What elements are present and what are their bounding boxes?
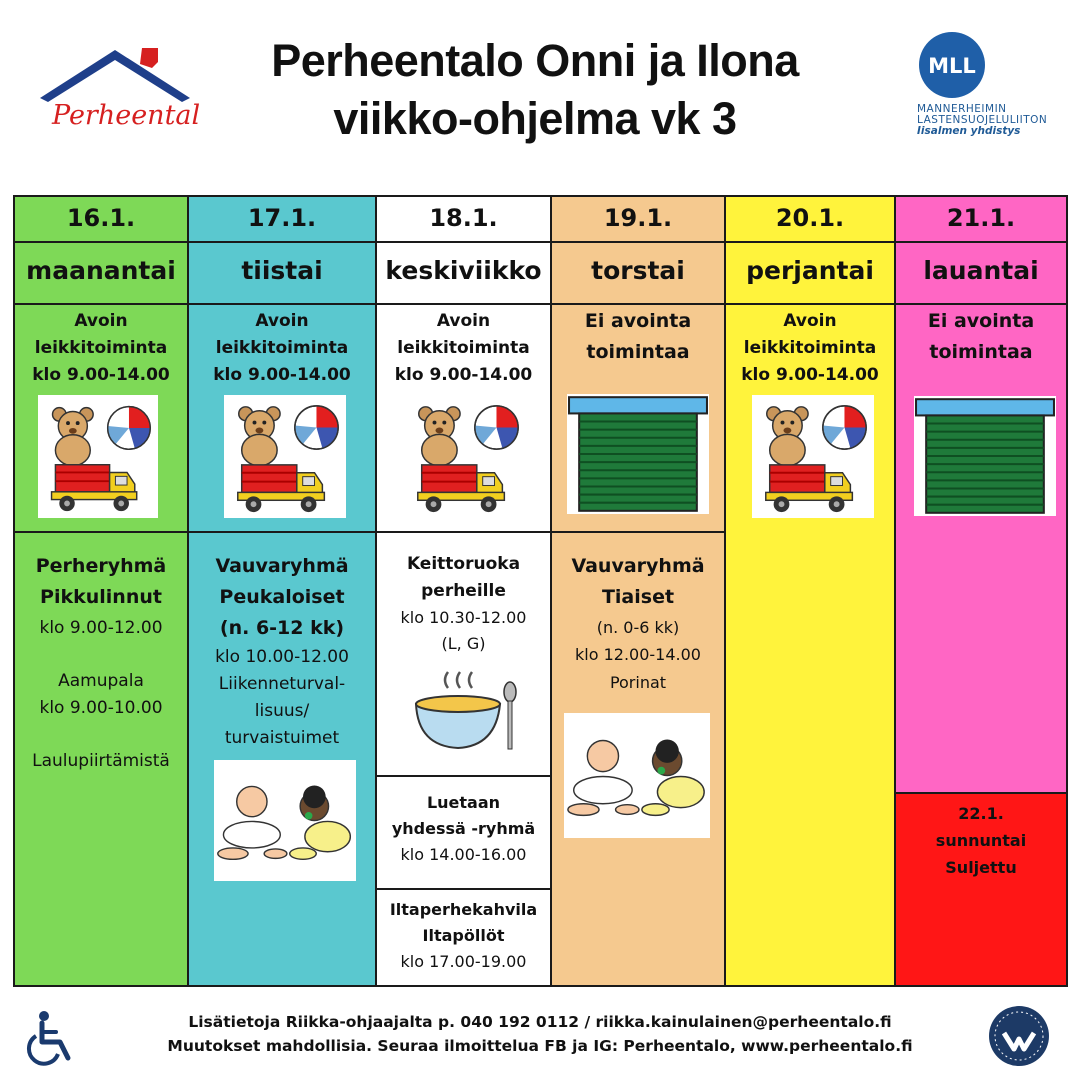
separator-wed-evening — [375, 888, 552, 890]
footer-text — [140, 1010, 940, 1058]
svg-text:MLL: MLL — [928, 54, 976, 78]
day-mon: maanantai — [13, 241, 189, 305]
date-tue: 17.1. — [187, 195, 377, 243]
tue-group: Vauvaryhmä Peukaloiset (n. 6-12 kk) klo 10.00-12.00 Liikenneturval- lisuus/ turvaistuimet — [215, 555, 349, 748]
separator-wed — [375, 531, 552, 533]
perheentalo-logo — [30, 40, 200, 140]
separator-mon — [13, 531, 189, 533]
wed-evening: Iltaperhekahvila Iltapöllöt klo 17.00-19.00 — [389, 900, 538, 971]
thu-group: Vauvaryhmä Tiaiset (n. 0-6 kk) klo 12.00-14.00 Porinat — [571, 555, 705, 692]
morning-tue: Avoin leikkitoiminta klo 9.00-14.00 — [213, 311, 351, 385]
day-wed: keskiviikko — [375, 241, 552, 305]
day-tue: tiistai — [187, 241, 377, 305]
svg-text:Perheentalo: Perheentalo — [52, 100, 200, 131]
date-mon: 16.1. — [13, 195, 189, 243]
page-title — [210, 32, 860, 148]
wheelchair-icon — [26, 1010, 78, 1066]
wed-group: Keittoruoka perheille klo 10.30-12.00 (L, G) — [400, 554, 527, 653]
sunday-text: 22.1. sunnuntai Suljettu — [935, 804, 1027, 877]
mll-logo — [905, 30, 1065, 145]
mll-line-2: LASTENSUOJELULIITON — [917, 114, 1048, 126]
wed-read: Luetaan yhdessä -ryhmä klo 14.00-16.00 — [391, 793, 536, 864]
separator-tue — [187, 531, 377, 533]
date-thu: 19.1. — [550, 195, 726, 243]
date-fri: 20.1. — [724, 195, 896, 243]
badge-icon — [988, 1005, 1050, 1067]
morning-thu: Ei avointa toimintaa — [584, 310, 692, 363]
title-line-1: Perheentalo Onni ja Ilona — [271, 35, 799, 86]
garage-image-sat — [914, 396, 1056, 516]
toys-image-wed — [404, 395, 526, 518]
toys-image-tue — [224, 395, 346, 518]
date-sat: 21.1. — [894, 195, 1068, 243]
toys-image-mon — [38, 395, 158, 518]
title-line-2: viikko-ohjelma vk 3 — [333, 93, 737, 144]
separator-wed-read — [375, 775, 552, 777]
soup-image-wed — [408, 668, 520, 754]
mon-group: Perheryhmä Pikkulinnut klo 9.00-12.00 Aamupala klo 9.00-10.00 Laulupiirtämistä — [32, 555, 170, 771]
toys-image-fri — [752, 395, 874, 518]
footer-line-1: Lisätietoja Riikka-ohjaajalta p. 040 192 0112 / riikka.kainulainen@perheentalo.fi — [188, 1013, 892, 1031]
morning-mon: Avoin leikkitoiminta klo 9.00-14.00 — [32, 311, 170, 385]
day-thu: torstai — [550, 241, 726, 305]
morning-sat: Ei avointa toimintaa — [927, 310, 1035, 363]
morning-fri: Avoin leikkitoiminta klo 9.00-14.00 — [741, 311, 879, 385]
separator-thu — [550, 531, 726, 533]
mll-line-1: MANNERHEIMIN — [917, 103, 1007, 115]
babies-image-thu — [564, 713, 710, 838]
mll-line-3: Iisalmen yhdistys — [917, 125, 1021, 137]
day-fri: perjantai — [724, 241, 896, 305]
footer-line-2: Muutokset mahdollisia. Seuraa ilmoittelua FB ja IG: Perheentalo, www.perheentalo.fi — [167, 1037, 913, 1055]
garage-image-thu — [567, 394, 709, 514]
day-sat: lauantai — [894, 241, 1068, 305]
date-wed: 18.1. — [375, 195, 552, 243]
morning-wed: Avoin leikkitoiminta klo 9.00-14.00 — [394, 311, 533, 385]
babies-image-tue — [214, 760, 356, 881]
